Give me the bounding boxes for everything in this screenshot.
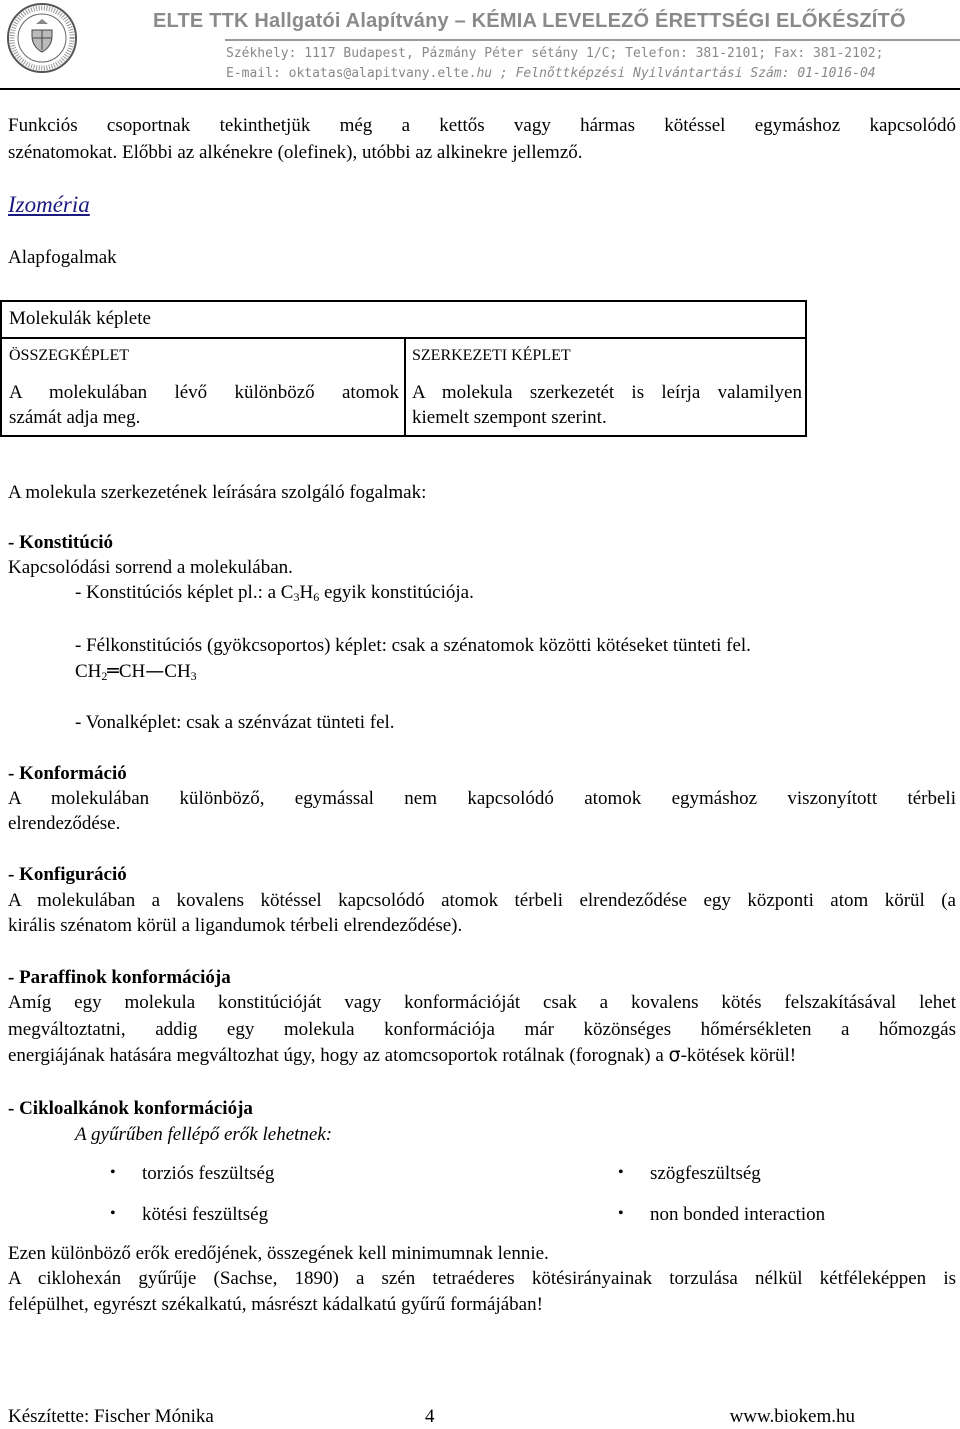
konstitucio-formula [75,580,956,605]
ch2-text: CH [75,661,102,682]
konstitucio-definition: Kapcsolódási sorrend a molekulában. [8,557,293,578]
formula-text-c: egyik konstitúciója. [319,582,474,603]
paraffin-line-2: megváltoztatni, addig egy molekula konformációja már közönséges hőmérsékleten a hőmozgás [8,1019,956,1040]
ch-text: CH [118,661,146,682]
section-title-text: Izoméria [8,192,90,217]
header-email-line [226,66,876,81]
propene-formula [75,659,956,684]
header-rule [225,39,960,41]
formula-text-a: - Konstitúciós képlet pl.: a C [75,582,294,603]
bullet-icon: • [618,1205,624,1222]
header-address: Székhely: 1117 Budapest, Pázmány Péter sétány 1/C; Telefon: 381-2101; Fax: 381-2102; [226,46,884,61]
konfiguracio-line-2: királis szénatom körül a ligandumok térbeli elrendeződése). [8,915,463,936]
single-bond: — [145,660,165,682]
konformacio-line-2: elrendeződése. [8,813,121,834]
section-title [8,192,956,219]
subtitle: Alapfogalmak [8,247,117,268]
ch3-sub: 3 [190,669,197,683]
forces-summary: Ezen különböző erők eredőjének, összegének kell minimumnak lennie. [8,1243,549,1264]
semi-structural-line: - Félkonstitúciós (gyökcsoportos) képlet: csak a szénatomok közötti kötéseket tünteti fel. [75,635,751,656]
header-email: E-mail: oktatas@alapitvany.elte. [226,66,477,81]
konfiguracio-line-1: A molekulában a kovalens kötéssel kapcsolódó atomok térbeli elrendeződése egy központi atom körül (a [8,890,956,911]
formula-table [0,300,807,437]
paraffin-line-3b: -kötések körül! [680,1045,797,1066]
bullet-icon: • [110,1205,116,1222]
konformacio-title: - Konformáció [8,763,127,784]
concepts-intro: A molekula szerkezetének leírására szolgáló fogalmak: [8,482,427,503]
forces-intro: A gyűrűben fellépő erők lehetnek: [75,1124,333,1145]
header-registration: hu ; Felnőttképzési Nyilvántartási Szám: 01-1016-04 [476,66,876,81]
bullet-icon: • [618,1164,624,1181]
formula-text-b: H [299,582,314,603]
table-col2-line2: kiemelt szempont szerint. [412,407,607,428]
table-col1-title: ÖSSZEGKÉPLET [9,347,129,364]
bullet-item: kötési feszültség [142,1204,269,1225]
bullet-item: torziós feszültség [142,1163,275,1184]
bullet-item: szögfeszültség [650,1163,761,1184]
table-col1-line2: számát adja meg. [9,407,141,428]
intro-line-2: szénatomokat. Előbbi az alkénekre (olefinek), utóbbi az alkinekre jellemző. [8,142,583,163]
sachse-line-1: A ciklohexán gyűrűje (Sachse, 1890) a szén tetraéderes kötésirányainak torzulása nélkül kétféleképpen is [8,1268,956,1289]
footer-website[interactable]: www.biokem.hu [729,1406,855,1427]
header-title: ELTE TTK Hallgatói Alapítvány – KÉMIA LEVELEZŐ ÉRETTSÉGI ELŐKÉSZÍTŐ [153,10,906,32]
bullet-icon: • [110,1164,116,1181]
table-column-divider [404,337,406,435]
konstitucio-title: - Konstitúció [8,532,114,553]
intro-line-1: Funkciós csoportnak tekinthetjük még a kettős vagy hármas kötéssel egymáshoz kapcsolódó [8,115,956,136]
sachse-line-2: felépülhet, egyrészt székalkatú, másrészt kádalkatú gyűrű formájában! [8,1294,543,1315]
paraffin-line-1: Amíg egy molekula konstitúcióját vagy konformációját csak a kovalens kötés felszakításával lehet [8,992,956,1013]
skeletal-formula-line: - Vonalképlet: csak a szénvázat tünteti fel. [75,712,395,733]
cikloalkan-title: - Cikloalkánok konformációja [8,1098,253,1119]
bullet-item: non bonded interaction [650,1204,826,1225]
page-number: 4 [425,1406,435,1427]
sigma-symbol: σ [668,1044,681,1066]
table-col1-line1: A molekulában lévő különböző atomok [9,382,399,403]
university-seal-logo [6,2,78,74]
double-bond: ═ [107,660,119,682]
table-col2-line1: A molekula szerkezetét is leírja valamilyen [412,382,802,403]
table-header: Molekulák képlete [9,308,151,329]
paraffin-line-3a: energiájának hatására megváltozhat úgy, hogy az atomcsoportok rotálnak (forognak) a [8,1045,669,1066]
footer-author: Készítette: Fischer Mónika [8,1406,214,1427]
paraffin-title: - Paraffinok konformációja [8,967,231,988]
konfiguracio-title: - Konfiguráció [8,864,127,885]
formula-sub-3: 3 [293,590,300,604]
formula-sub-6: 6 [313,590,320,604]
konformacio-line-1: A molekulában különböző, egymással nem kapcsolódó atomok egymáshoz viszonyított térbeli [8,788,956,809]
header-divider [0,88,960,90]
ch2-sub: 2 [101,669,108,683]
table-col2-title: SZERKEZETI KÉPLET [412,347,571,364]
paraffin-line-3 [8,1043,956,1068]
ch3-text: CH [164,661,191,682]
